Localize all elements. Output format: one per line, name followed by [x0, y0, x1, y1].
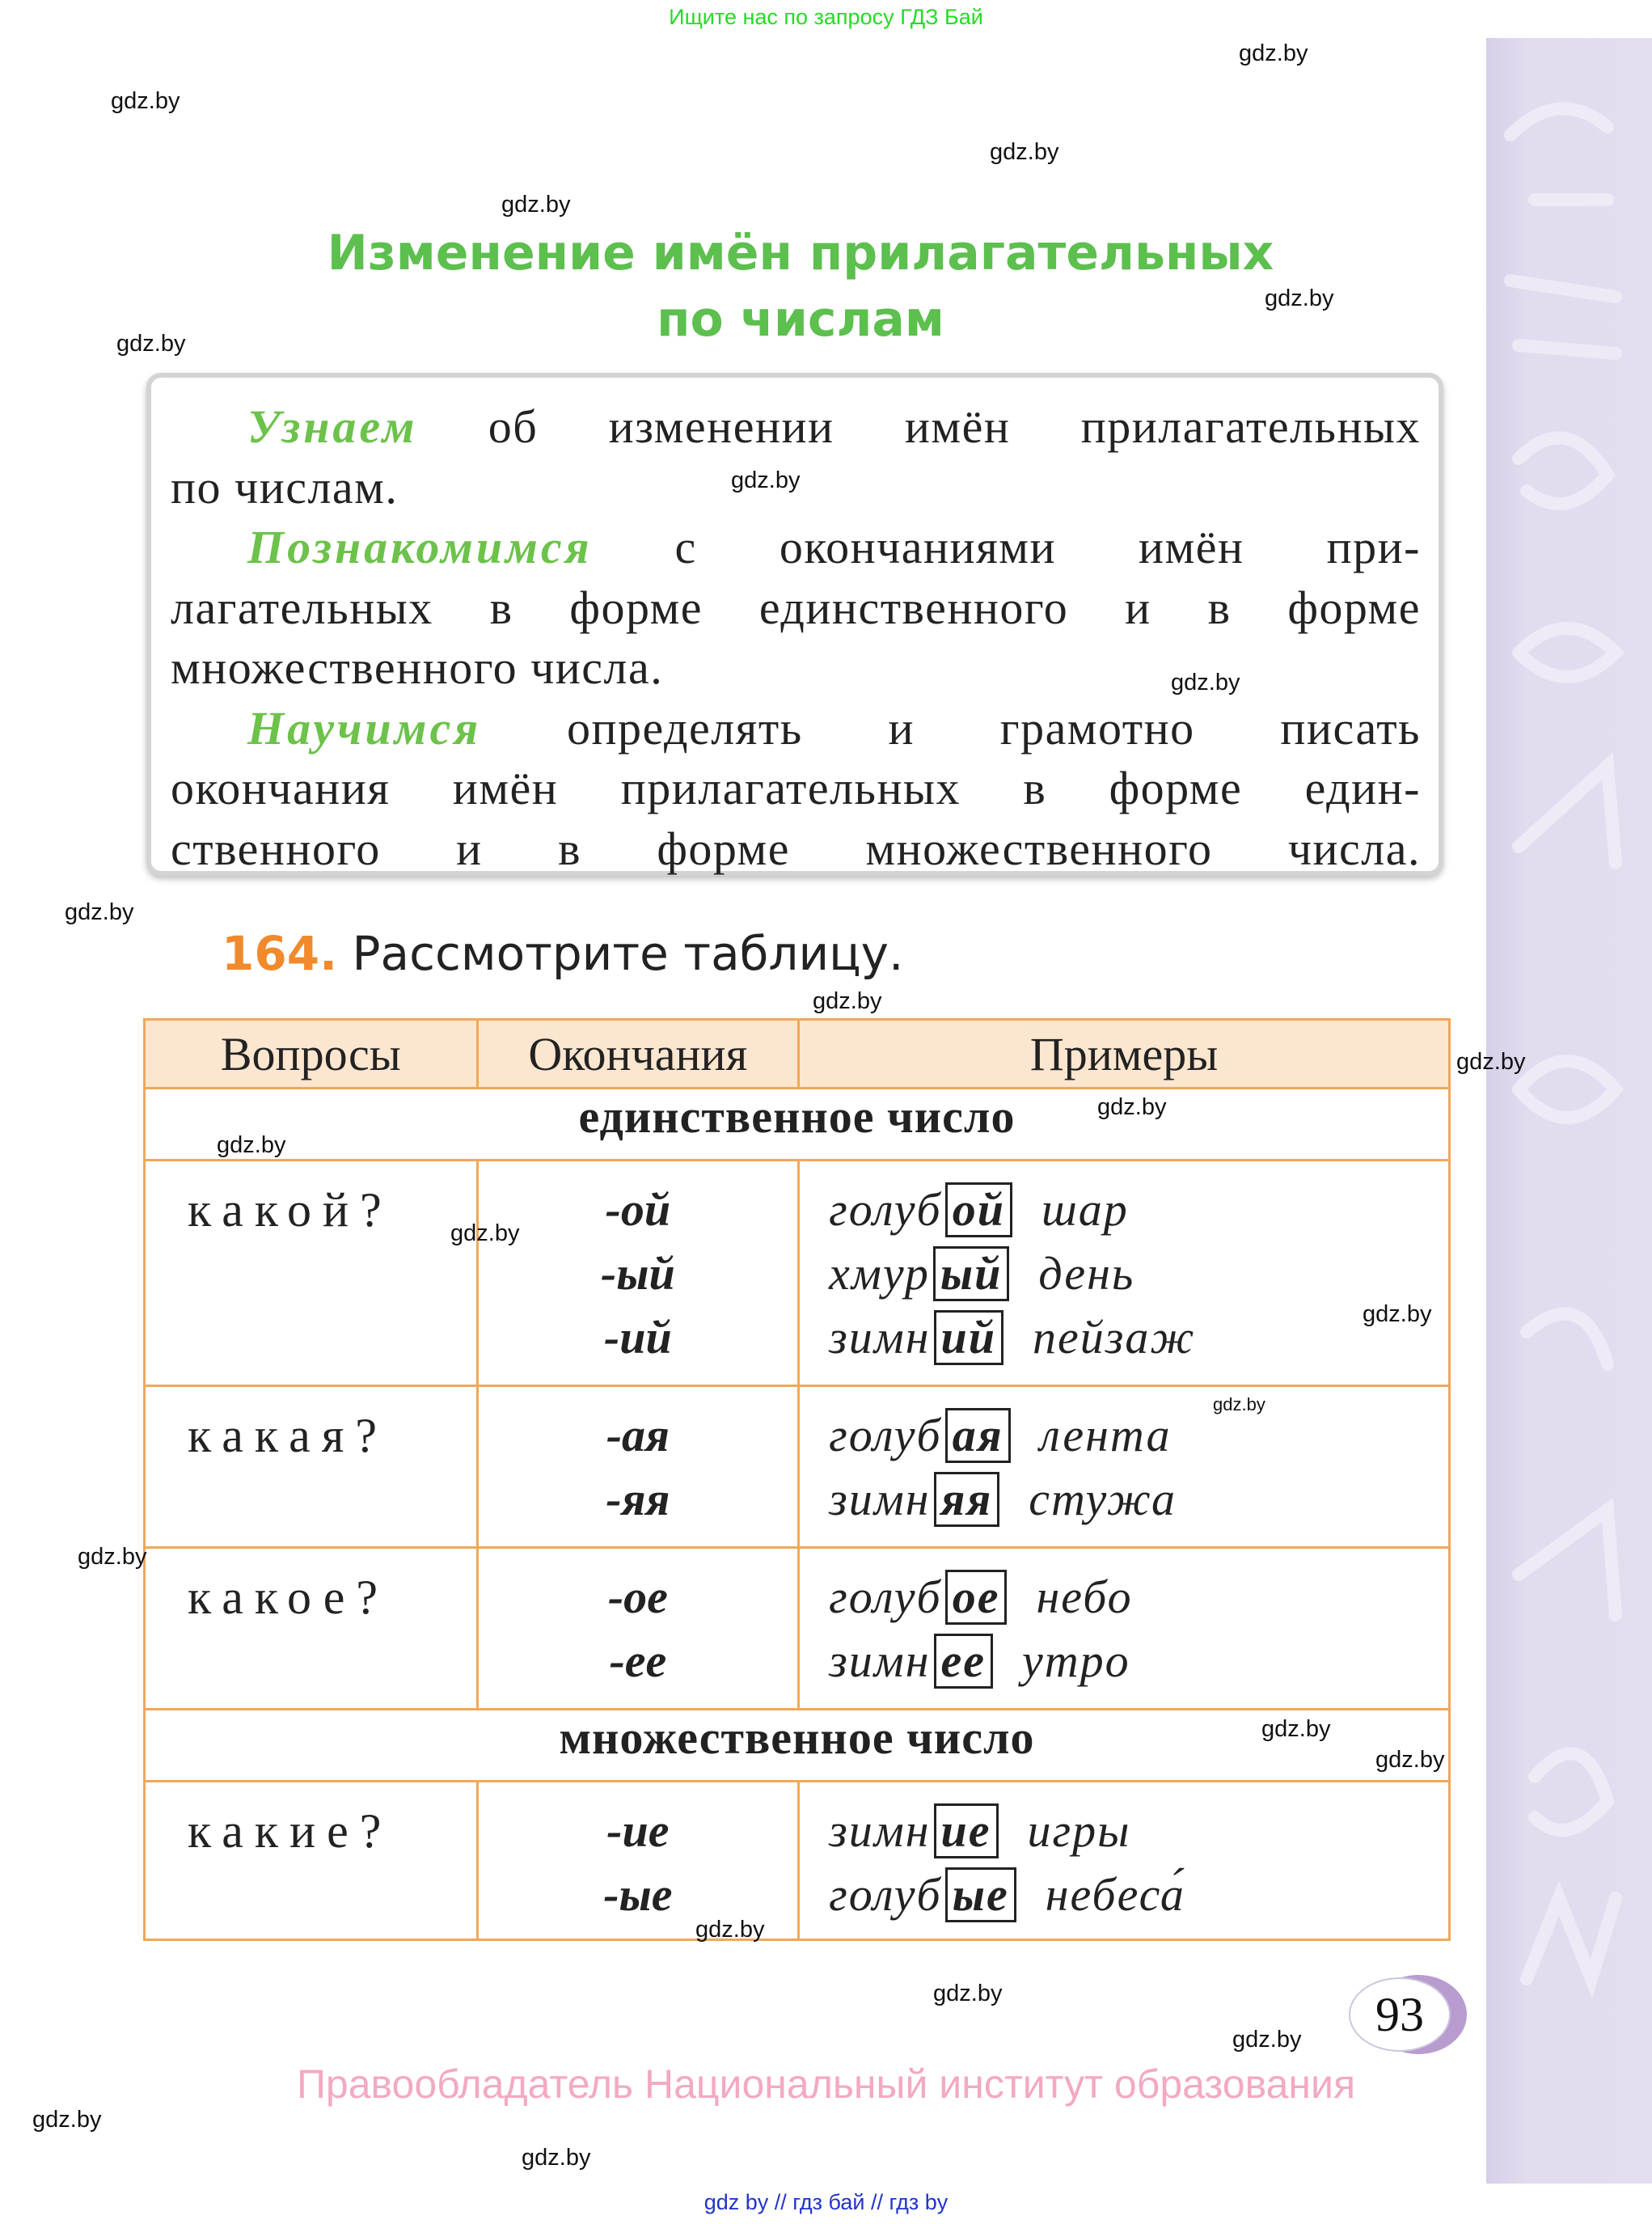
goal-keyword: Узнаем	[247, 400, 418, 453]
exercise-heading	[222, 926, 903, 981]
example	[829, 1467, 1448, 1531]
table-row	[145, 1548, 1450, 1710]
example-stem: хмур	[829, 1247, 930, 1300]
title-line-2: по числам	[657, 291, 944, 348]
example-stem: голуб	[829, 1409, 942, 1461]
watermark: gdz.by	[522, 2145, 591, 2171]
ending: -яя	[606, 1473, 670, 1525]
example-stem: голуб	[829, 1183, 942, 1236]
example-noun: утро	[1022, 1634, 1130, 1687]
example-noun: день	[1038, 1247, 1135, 1300]
boxed-ending: яя	[934, 1472, 1000, 1527]
examples-cell	[799, 1386, 1450, 1548]
bottom-links[interactable]: gdz by // гдз бай // гдз by	[703, 2190, 949, 2214]
question-cell: какие?	[145, 1782, 478, 1940]
example-noun: шар	[1041, 1183, 1129, 1236]
goal-text-segment: по числам.	[171, 460, 399, 514]
adjective-endings-table	[143, 1018, 1451, 1941]
alphabet-decoration-icon	[1486, 38, 1652, 2184]
column-header-endings: Окончания	[477, 1020, 799, 1089]
page-number-badge	[1349, 1975, 1468, 2056]
examples-cell	[799, 1782, 1450, 1940]
goal-text-segment: об изменении имён прилагательных	[417, 400, 1421, 453]
goal-text-segment: определять и грамотно писать	[481, 701, 1421, 755]
watermark: gdz.by	[1456, 1049, 1526, 1075]
goal-line	[171, 578, 1421, 639]
watermark: gdz.by	[1171, 670, 1240, 696]
ending: -ый	[600, 1247, 675, 1300]
watermark: gdz.by	[450, 1220, 520, 1246]
example	[829, 1241, 1448, 1305]
endings-cell	[477, 1548, 799, 1710]
watermark: gdz.by	[78, 1544, 147, 1570]
example	[829, 1403, 1448, 1467]
boxed-ending: ие	[934, 1803, 999, 1858]
ending: -ое	[607, 1571, 668, 1623]
goal-text-segment: окончания имён прилагательных в форме един-	[171, 762, 1421, 814]
section-label: единственное число	[145, 1089, 1450, 1161]
goal-line	[171, 397, 1421, 458]
watermark: gdz.by	[501, 192, 571, 218]
boxed-ending: ий	[934, 1310, 1004, 1365]
search-banner[interactable]: Ищите нас по запросу ГДЗ Бай	[669, 5, 983, 29]
watermark: gdz.by	[1097, 1094, 1167, 1120]
example-noun: пейзаж	[1033, 1311, 1196, 1364]
example	[829, 1305, 1448, 1369]
decorative-alphabet-strip	[1486, 38, 1652, 2184]
lesson-goals-box	[146, 373, 1443, 876]
example-noun: небо	[1036, 1571, 1133, 1623]
goal-text-segment: ственного и в форме множественного числа.	[171, 822, 1421, 875]
example	[829, 1799, 1448, 1862]
goal-line	[171, 518, 1421, 578]
watermark: gdz.by	[1363, 1301, 1432, 1327]
examples-cell	[799, 1161, 1450, 1386]
question-cell: какая?	[145, 1386, 478, 1548]
boxed-ending: ая	[945, 1408, 1011, 1463]
ending: -ее	[609, 1634, 667, 1687]
goal-line	[171, 819, 1421, 880]
example-noun: лента	[1039, 1409, 1172, 1461]
endings-cell	[477, 1161, 799, 1386]
goal-line	[171, 699, 1421, 759]
endings-cell	[477, 1386, 799, 1548]
watermark: gdz.by	[217, 1132, 286, 1158]
ending: -ой	[605, 1183, 671, 1236]
watermark: gdz.by	[65, 899, 134, 925]
table-row	[145, 1161, 1450, 1386]
goal-text-segment: множественного числа.	[171, 641, 664, 694]
column-header-examples: Примеры	[799, 1020, 1450, 1089]
watermark: gdz.by	[1213, 1394, 1265, 1414]
ending: -ая	[606, 1409, 670, 1461]
example-noun: стужа	[1029, 1473, 1177, 1525]
boxed-ending: ое	[945, 1570, 1008, 1625]
watermark: gdz.by	[32, 2107, 102, 2133]
exercise-instruction: Рассмотрите таблицу.	[337, 926, 904, 981]
section-row-plural	[145, 1710, 1450, 1782]
example-stem: зимн	[829, 1804, 931, 1857]
question-cell: какое?	[145, 1548, 478, 1710]
title-line-1: Изменение имён прилагательных	[327, 225, 1274, 281]
boxed-ending: ее	[934, 1634, 994, 1689]
goal-keyword: Познакомимся	[247, 521, 593, 573]
watermark: gdz.by	[1232, 2027, 1302, 2053]
watermark: gdz.by	[695, 1917, 765, 1943]
section-row-singular	[145, 1089, 1450, 1161]
boxed-ending: ые	[945, 1867, 1016, 1922]
watermark: gdz.by	[1239, 40, 1308, 66]
ending: -ие	[606, 1804, 670, 1857]
watermark: gdz.by	[1265, 285, 1334, 311]
watermark: gdz.by	[116, 331, 186, 357]
example	[829, 1565, 1448, 1629]
table-row	[145, 1782, 1450, 1940]
section-label: множественное число	[145, 1710, 1450, 1782]
example-noun: небеса́	[1045, 1868, 1185, 1921]
examples-cell	[799, 1548, 1450, 1710]
table-header-row	[145, 1020, 1450, 1089]
example-stem: голуб	[829, 1868, 942, 1921]
example-stem: голуб	[829, 1571, 942, 1623]
question-cell: какой?	[145, 1161, 478, 1386]
ending: -ые	[603, 1868, 673, 1921]
goal-text-segment: с окончаниями имён при-	[592, 521, 1421, 573]
watermark: gdz.by	[111, 88, 180, 114]
goal-line	[171, 759, 1421, 819]
watermark: gdz.by	[1261, 1716, 1331, 1742]
example-noun: игры	[1027, 1804, 1131, 1857]
watermark: gdz.by	[933, 1981, 1003, 2006]
goal-text-segment: лагательных в форме единственного и в форме	[171, 581, 1421, 634]
example	[829, 1178, 1448, 1241]
exercise-number: 164.	[222, 926, 338, 981]
example-stem: зимн	[829, 1634, 931, 1687]
goal-keyword: Научимся	[247, 701, 482, 755]
copyright-notice: Правообладатель Национальный институт образования	[296, 2061, 1356, 2107]
example-stem: зимн	[829, 1473, 931, 1525]
example	[829, 1629, 1448, 1693]
watermark: gdz.by	[813, 988, 882, 1014]
boxed-ending: ой	[945, 1182, 1012, 1237]
column-header-questions: Вопросы	[145, 1020, 478, 1089]
watermark: gdz.by	[731, 467, 801, 493]
boxed-ending: ый	[933, 1246, 1010, 1301]
lesson-title	[243, 220, 1358, 353]
example	[829, 1862, 1448, 1926]
watermark: gdz.by	[990, 139, 1059, 165]
watermark: gdz.by	[1375, 1747, 1445, 1773]
ending: -ий	[603, 1311, 672, 1364]
page-number: 93	[1349, 1977, 1451, 2052]
example-stem: зимн	[829, 1311, 931, 1364]
